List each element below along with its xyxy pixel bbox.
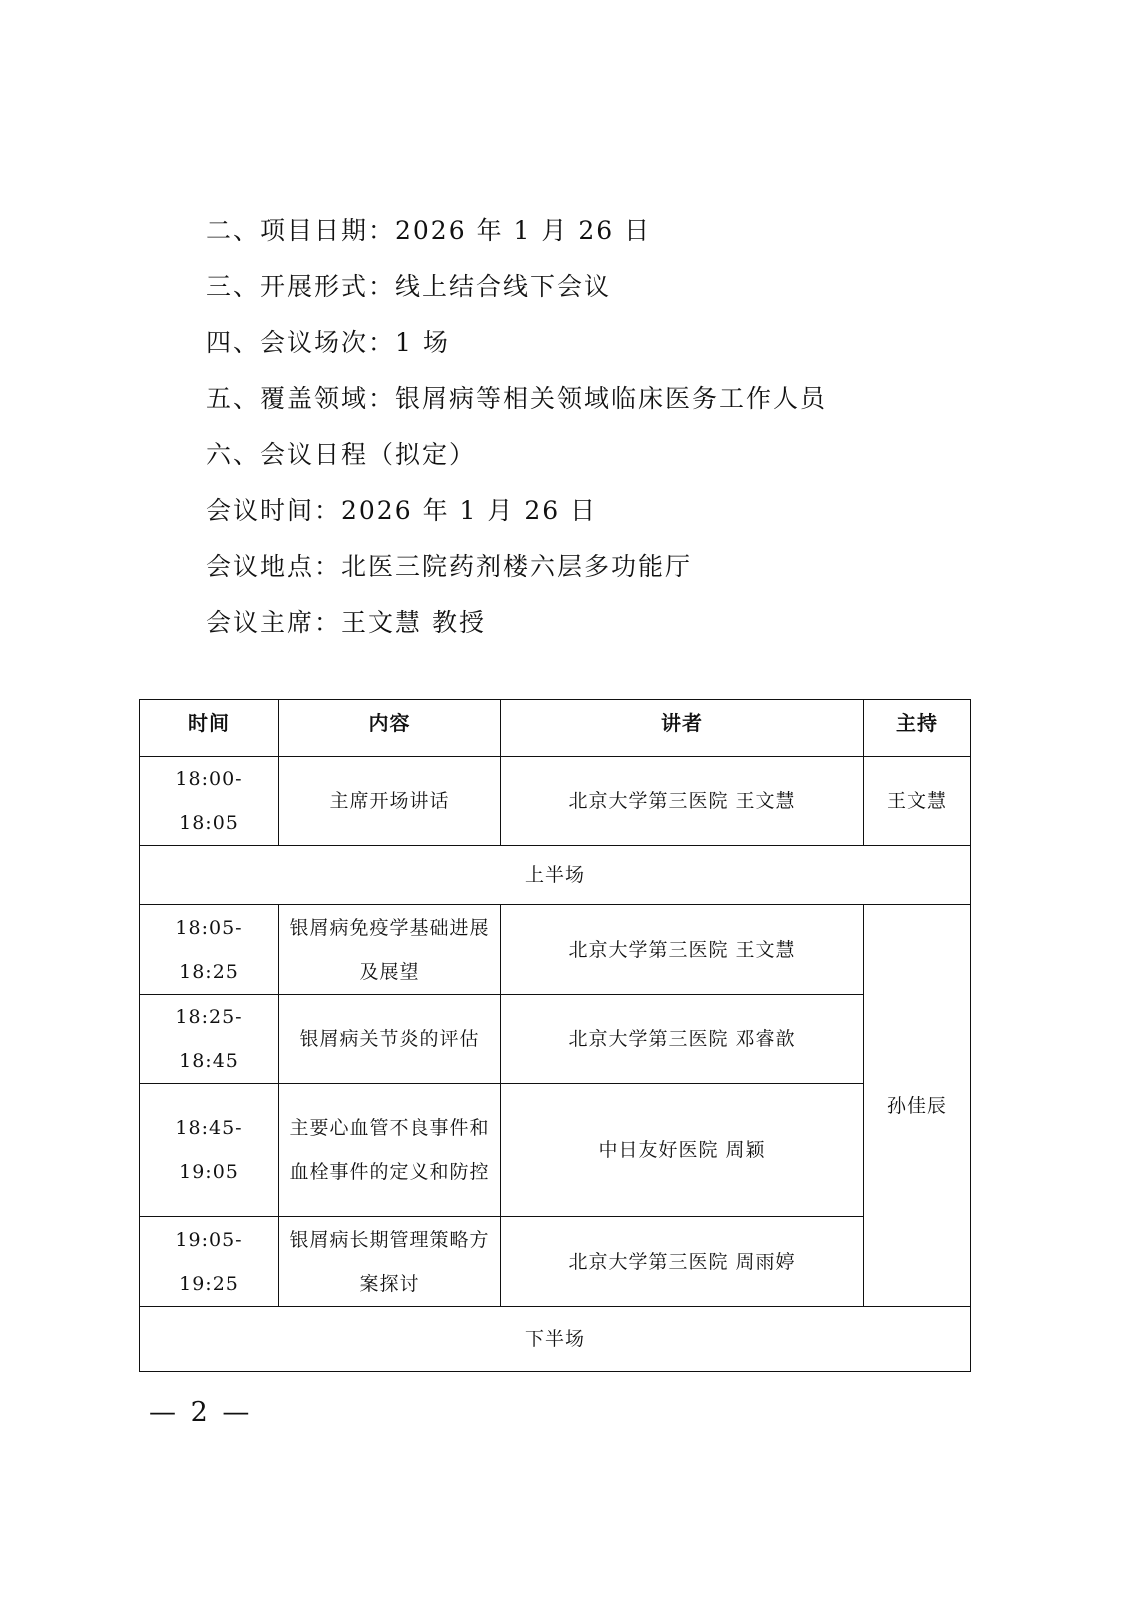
agenda-table [139,699,971,1372]
content-cell: 银屑病长期管理策略方案探讨 [279,1217,501,1307]
speaker-cell: 北京大学第三医院 王文慧 [501,905,864,995]
meeting-chair: 会议主席：王文慧 教授 [206,608,486,637]
content-cell: 银屑病免疫学基础进展及展望 [279,905,501,995]
table-row [140,757,971,846]
speaker-cell: 中日友好医院 周颖 [501,1084,864,1217]
table-header-row [140,700,971,757]
section-row [140,1307,971,1372]
header-time: 时间 [140,700,279,757]
time-cell: 18:00-18:05 [140,757,279,846]
time-cell: 18:05-18:25 [140,905,279,995]
table-row [140,905,971,995]
table-row [140,995,971,1084]
project-date: 二、项目日期：2026 年 1 月 26 日 [206,216,652,245]
host-cell: 王文慧 [864,757,971,846]
format: 三、开展形式：线上结合线下会议 [206,272,612,301]
time-cell: 18:25-18:45 [140,995,279,1084]
header-host: 主持 [864,700,971,757]
agenda-heading: 六、会议日程（拟定） [206,440,477,469]
section-row [140,846,971,905]
speaker-cell: 北京大学第三医院 王文慧 [501,757,864,846]
session-count: 四、会议场次：1 场 [206,328,450,357]
table-row [140,1217,971,1307]
header-content: 内容 [279,700,501,757]
page-number: — 2 — [149,1397,253,1428]
first-half-label: 上半场 [140,846,971,905]
time-cell: 18:45-19:05 [140,1084,279,1217]
meeting-place: 会议地点：北医三院药剂楼六层多功能厅 [206,552,693,581]
content-cell: 银屑病关节炎的评估 [279,995,501,1084]
time-cell: 19:05-19:25 [140,1217,279,1307]
coverage-area: 五、覆盖领域：银屑病等相关领域临床医务工作人员 [206,384,828,413]
header-speaker: 讲者 [501,700,864,757]
host-cell: 孙佳辰 [864,905,971,1307]
content-cell: 主席开场讲话 [279,757,501,846]
speaker-cell: 北京大学第三医院 邓睿歆 [501,995,864,1084]
second-half-label: 下半场 [140,1307,971,1372]
speaker-cell: 北京大学第三医院 周雨婷 [501,1217,864,1307]
content-cell: 主要心血管不良事件和血栓事件的定义和防控 [279,1084,501,1217]
meeting-time: 会议时间：2026 年 1 月 26 日 [206,496,598,525]
table-row [140,1084,971,1217]
